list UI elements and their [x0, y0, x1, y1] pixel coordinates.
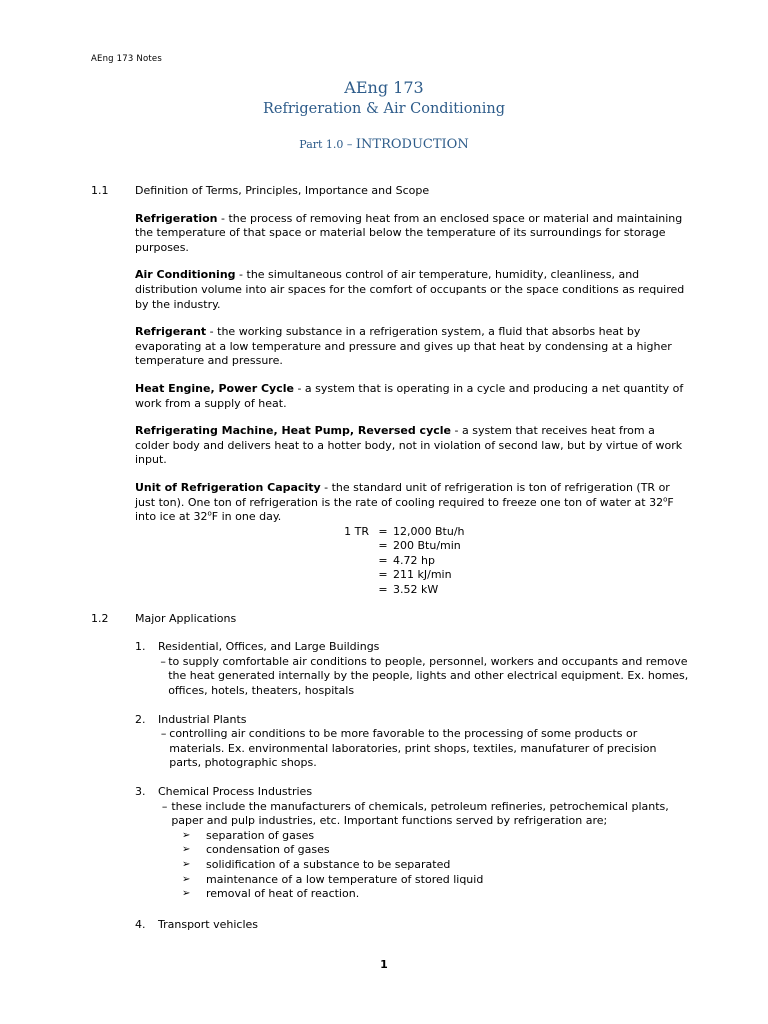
- section-number: 1.2: [91, 611, 109, 625]
- list-number: 3.: [135, 785, 146, 798]
- description-text: to supply comfortable air conditions to people, personnel, workers and occupants and remove the heat generated internally by the people, lights and other electrical equipment. Ex. homes, offices, hotels, theaters, hospitals: [168, 654, 689, 698]
- list-title: Residential, Offices, and Large Buildings: [158, 640, 380, 654]
- title-block: [0, 78, 768, 154]
- definition-heat-engine: [135, 382, 691, 411]
- bullet-text: condensation of gases: [206, 843, 330, 857]
- definition-term: Air Conditioning: [135, 268, 236, 282]
- definition-refrigerating-machine: [135, 424, 691, 468]
- list-item: [135, 785, 691, 800]
- dash-bullet: –: [160, 654, 166, 668]
- part-title: INTRODUCTION: [355, 137, 469, 152]
- content: [91, 184, 691, 932]
- bullet-text: solidification of a substance to be separated: [206, 857, 451, 871]
- definition-refrigerant: [135, 325, 691, 369]
- list-item: [182, 887, 691, 902]
- equivalent-value: 4.72 hp: [393, 553, 435, 567]
- degree-superscript: o: [663, 494, 668, 503]
- list-title: Chemical Process Industries: [158, 785, 313, 798]
- description-text: controlling air conditions to be more favorable to the processing of some products or materials. Ex. environmental laboratories, print shops, textiles, manufaturer of precision parts, photographic shops.: [169, 727, 657, 770]
- definition-unit-capacity: [135, 481, 691, 525]
- part-prefix: Part 1.0 –: [299, 138, 356, 151]
- equivalent-value: 200 Btu/min: [393, 539, 461, 553]
- course-title: AEng 173: [344, 78, 424, 97]
- list-description: [158, 727, 691, 771]
- definition-air-conditioning: [135, 268, 691, 312]
- applications-list: [135, 640, 691, 932]
- definition-term: Unit of Refrigeration Capacity: [135, 480, 321, 494]
- part-heading: [0, 136, 768, 154]
- definition-term: Refrigerating Machine, Heat Pump, Reversed cycle: [135, 424, 452, 438]
- equivalent-value: 211 kJ/min: [393, 568, 452, 582]
- definition-text: - the simultaneous control of air temperature, humidity, cleanliness, and distribution volume into air spaces for the comfort of occupants or the space conditions as required by the industry.: [135, 268, 685, 311]
- degree-superscript: o: [207, 509, 212, 518]
- section-number: 1.1: [91, 184, 109, 197]
- equals-sign: =: [378, 568, 388, 582]
- definition-term: Refrigeration: [135, 211, 218, 225]
- equivalent-row: [135, 539, 691, 554]
- section-1-2-heading: [91, 612, 691, 627]
- chemical-functions-list: [135, 829, 691, 902]
- list-item: [135, 640, 691, 655]
- equivalent-row: [135, 583, 691, 598]
- definition-term: Refrigerant: [135, 325, 207, 339]
- list-number: 1.: [135, 640, 146, 654]
- list-number: 2.: [135, 712, 146, 726]
- section-1-1-heading: [91, 184, 691, 199]
- arrow-bullet-icon: ➢: [182, 873, 191, 885]
- bullet-text: separation of gases: [206, 828, 315, 842]
- equivalent-row: [135, 554, 691, 569]
- definition-text: - a system that is operating in a cycle and producing a net quantity of work from a supply of heat.: [135, 381, 684, 410]
- list-item: [182, 829, 691, 844]
- list-description: [158, 655, 691, 699]
- list-title: Transport vehicles: [158, 917, 259, 931]
- list-title: Industrial Plants: [158, 712, 247, 726]
- definitions: [135, 212, 691, 598]
- definition-refrigeration: [135, 212, 691, 256]
- definition-term: Heat Engine, Power Cycle: [135, 381, 294, 395]
- section-title: Major Applications: [135, 611, 237, 625]
- definition-text: - the process of removing heat from an enclosed space or material and maintaining the temperature of that space or material below the temperature of its surroundings for storage purposes.: [135, 211, 683, 254]
- equivalent-value: 12,000 Btu/h: [393, 524, 465, 538]
- equals-sign: =: [378, 539, 388, 553]
- arrow-bullet-icon: ➢: [182, 888, 191, 900]
- equivalent-value: 3.52 kW: [393, 583, 439, 597]
- list-item: [135, 918, 691, 933]
- list-item: [182, 843, 691, 858]
- arrow-bullet-icon: ➢: [182, 844, 191, 856]
- definition-text: F in one day.: [211, 510, 282, 524]
- equivalent-row: [135, 525, 691, 540]
- dash-bullet: –: [160, 727, 167, 741]
- definition-text: - the standard unit of refrigeration is ton of refrigeration (TR or just ton). One ton of refrigeration is the rate of cooling required to freeze one ton of water at 32: [135, 480, 670, 509]
- definition-text: F into ice at 32: [135, 495, 674, 524]
- equals-sign: =: [378, 553, 388, 567]
- equals-sign: =: [378, 524, 388, 538]
- ton-equivalents: [135, 525, 691, 598]
- running-header: AEng 173 Notes: [91, 54, 162, 64]
- list-number: 4.: [135, 917, 146, 931]
- list-item: [182, 858, 691, 873]
- page-number: 1: [380, 958, 388, 971]
- list-item: [135, 713, 691, 728]
- section-title: Definition of Terms, Principles, Importance and Scope: [135, 184, 430, 197]
- list-item: [182, 873, 691, 888]
- equivalent-lhs: 1 TR: [344, 524, 369, 538]
- bullet-text: removal of heat of reaction.: [206, 887, 360, 901]
- arrow-bullet-icon: ➢: [182, 858, 191, 870]
- equivalent-row: [135, 568, 691, 583]
- bullet-text: maintenance of a low temperature of stored liquid: [206, 872, 484, 886]
- dash-bullet: –: [161, 799, 168, 813]
- definition-text: - the working substance in a refrigeration system, a fluid that absorbs heat by evaporating at a low temperature and pressure and gives up that heat by condensing at a higher temperature and pressure.: [135, 325, 672, 368]
- course-subtitle: Refrigeration & Air Conditioning: [262, 101, 506, 117]
- list-description: [158, 800, 691, 829]
- description-text: these include the manufacturers of chemicals, petroleum refineries, petrochemical plants, paper and pulp industries, etc. Important functions served by refrigeration are;: [171, 799, 669, 828]
- equals-sign: =: [378, 583, 388, 597]
- arrow-bullet-icon: ➢: [182, 829, 191, 841]
- definition-text: - a system that receives heat from a colder body and delivers heat to a hotter body, not in violation of second law, but by virtue of work input.: [135, 424, 683, 467]
